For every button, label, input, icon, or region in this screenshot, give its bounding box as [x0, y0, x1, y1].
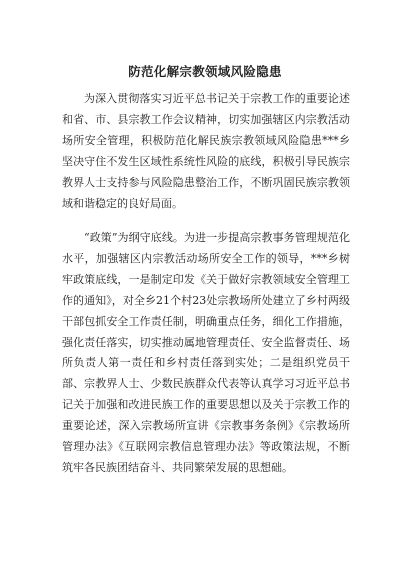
paragraph-intro: 为深入贯彻落实习近平总书记关于宗教工作的重要论述和省、市、县宗教工作会议精神，切实加强辖区内宗教活动场所安全管理，积极防范化解民族宗教领域风险隐患***乡坚决守住不发生区域性系统性风险的底线，积极引导民族宗教界人士支持参与风险隐患整治工作，不断巩固民族宗教领域和谐稳定的良好局面。 [62, 92, 350, 210]
document-title: 防范化解宗教领域风险隐患 [128, 64, 282, 79]
paragraph-policy: “政策”为纲守底线。为进一步提高宗教事务管理规范化水平，加强辖区内宗教活动场所安全工作的领导，***乡树牢政策底线，一是制定印发《关于做好宗教领域安全管理工作的通知》，对全乡21个村23处宗教场所处建立了乡村两级干部包抓安全工作责任制，明确重点任务，细化工作措施，强化责任落实，切实推动属地管理责任、安全监督责任、场所负责人第一责任和乡村责任落到实处；二是组织党员干部、宗教界人士、少数民族群众代表等认真学习习近平总书记关于加强和改进民族工作的重要思想以及关于宗教工作的重要论述，深入宗教场所宣讲《宗教事务条例》《宗教场所管理办法》《互联网宗教信息管理办法》等政策法规，不断筑牢各民族团结奋斗、共同繁荣发展的思想础。 [62, 231, 350, 474]
